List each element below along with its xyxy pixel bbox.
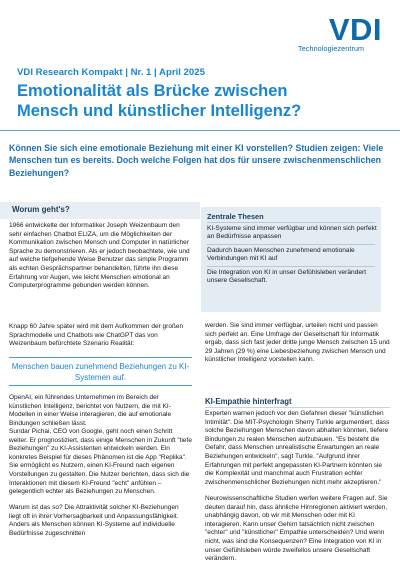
series-line: VDI Research Kompakt | Nr. 1 | April 2025 [17,67,205,78]
section-heading-worum: Worum geht's? [12,205,70,214]
lead-paragraph: Können Sie sich eine emotionale Beziehung mit einer KI vorstellen? Studien zeigen: Viele Menschen tun es bereits. Doch welche Folgen hat dos für unsere zwischenmenschlichen Beziehungen? [9,143,384,178]
right-paragraph-2: Experten warnen jedoch vor den Gefahren dieser "künstlichen Intimität". Die MIT-Psychologin Sherry Turkle argumentiert, dass solche Beziehungen Menschen davon abhalten könnten, tiefere Bindungen zu realen Menschen aufzubauen. "Es besteht die Gefahr, dass Menschen unrealistische Erwartungen an reale Beziehungen entwickeln", sagt Turkle. "Aufgrund ihrer Erfahrungen mit perfekt angepassten KI-Partnern könnten sie die Komplexität und manchmal auch Frustration echter zwischenmenschlicher Beziehungen nicht mehr akzeptieren." [205,410,390,486]
left-paragraph-2: Knapp 60 Jahre später wird mit dem Aufkommen der großen Sprachmodelle und Chatbots wie ChatGPT das von Weizenbaum befürchtete Szenario Realität: [9,323,184,348]
left-paragraph-5: Warum ist das so? Die Attraktivität solcher KI-Beziehungen liegt oft in ihrer Vorhersagbarkeit und Anpassungsfähigkeit. Anders als Menschen können KI-Systeme auf individuelle Bedürfnisse zugeschnitten [9,504,179,537]
vdi-logo-mark [298,12,382,44]
theses-divider [207,222,375,223]
thesis-item: Die Integration von KI in unser Gefühlsleben verändert unsere Gesellschaft. [207,269,367,285]
callout-rule-top [9,357,192,358]
section-heading-rule [205,407,390,408]
logo-subline: Technologiezentrum [298,44,365,53]
section-heading-ki-empathie: KI-Empathie hinterfragt [205,397,292,406]
page-title: Emotionalität als Brücke zwischen Mensch und künstlicher Intelligenz? [17,82,302,120]
theses-divider [207,266,375,267]
left-paragraph-1: 1966 entwickelte der Informatiker Joseph Weizenbaum den sehr einfachen Chatbot ELIZA, um die Möglichkeiten der Kommunikation zwischen Mensch und Computer in natürlicher Sprache zu demonstrieren. Als er jedoch beobachtete, wie und auf welche tiefgehende Weise Benutzer das simple Programm als echten Gesprächspartner behandelten, führte ihn diese Erfahrung vor Augen, wie leicht Menschen emotional an Computerprogramme gebunden werden können. [9,222,190,290]
left-paragraph-3: OpenAI, ein führendes Unternehmen im Bereich der künstlichen Intelligenz, berichtet von Nutzern, die mit KI-Modellen in einer Weise interagieren, die auf emotionale Bindungen schließen lässt. [9,394,172,427]
left-paragraph-4: Sundar Pichai, CEO von Google, geht noch einen Schritt weiter. Er prognostiziert, dass einige Menschen in Zukunft "tiefe Beziehungen" zu KI-Assistenten entwickeln werden. Ein konkretes Beispiel für dieses Phänomen ist die App "Replika". Sie ermöglicht es Nutzern, einen KI-Freund nach eigenen Vorstellungen zu gestalten. Die Nutzer berichten, dass sich die Interaktionen mit diesem KI-Freund "echt" anfühlen – gelegentlich echter als Beziehungen zu Menschen. [9,428,192,496]
thesis-item: KI-Systeme sind immer verfügbar und können sich perfekt an Bedürfnisse anpassen [207,225,377,241]
right-paragraph-1: werden. Sie sind immer verfügbar, urteilen nicht und passen sich perfekt an. Eine Umfrage der Gesellschaft für Informatik ergab, dass sich fast jeder dritte junge Mensch zwischen 15 und 29 Jahren (29 %) eine Liebesbeziehung zwischen Mensch und künstlicher Intelligenz vorstellen kann. [205,322,390,364]
theses-title: Zentrale Thesen [207,212,264,221]
vdi-logo [298,12,382,60]
right-paragraph-3: Neurowissenschaftliche Studien werfen weitere Fragen auf. Sie deuten darauf hin, dass ähnliche Hirnregionen aktiviert werden, unabhängig davon, ob wir mit Menschen oder mit KI interagieren. Kann unser Gehirn tatsächlich nicht zwischen "echter" und "künstlicher" Empathie unterscheiden? Und wenn nicht, was sind die Konsequenzen? Eine Integration von KI in unser Gefühlsleben würde zweifellos unsere Gesellschaft verändern. [205,495,388,563]
header-divider [0,130,400,131]
thesis-item: Dadurch bauen Menschen zunehmend emotionale Verbindungen mit KI auf [207,247,355,263]
svg-text:VDI: VDI [328,12,382,44]
theses-divider [207,244,375,245]
pull-quote: Menschen bauen zunehmend Beziehungen zu KI-Systemen auf. [11,362,190,382]
callout-rule-bottom [9,385,192,386]
